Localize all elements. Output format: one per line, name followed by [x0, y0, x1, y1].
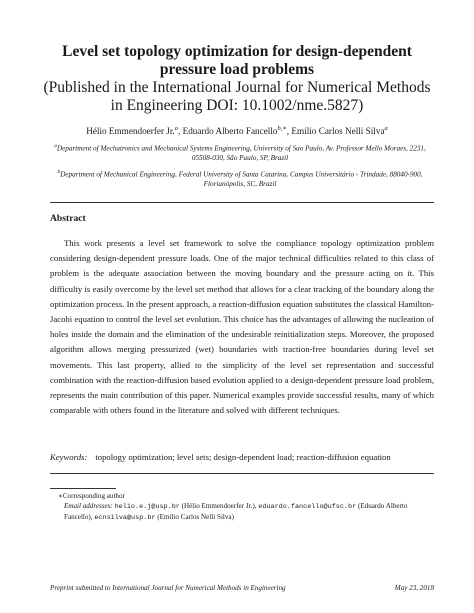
corresponding-footnote: ∗Corresponding author [58, 492, 125, 500]
email-link[interactable]: eduardo.fancello@ufsc.br [258, 503, 357, 511]
author-name: Eduardo Alberto Fancello [182, 126, 278, 137]
abstract-heading: Abstract [50, 213, 86, 224]
footnote-rule [50, 488, 116, 489]
abstract-bottom-rule [50, 473, 434, 474]
author-name: Hélio Emmendoerfer Jr. [86, 126, 175, 137]
email-footnote: Email addresses: helio.e.j@usp.br (Hélio Emmendoerfer Jr.), eduardo.fancello@ufsc.br (Eduardo Alberto Fancello), ecnsilva@usp.br (Emílio Carlos Nelli Silva) [64, 502, 408, 523]
abstract-body: This work presents a level set framework to solve the compliance topology optimization problem considering design-dependent pressure loads. One of the major technical difficulties related to this class of problem is the adequate association between the moving boundary and the pressure acting on it. This difficulty is easily overcome by the level set method that allows for a clear tracking of the boundary along the optimization process. In the present approach, a reaction-diffusion equation substitutes the classical Hamilton-Jacobi equation to control the level set evolution. This choice has the advantages of allowing the nucleation of holes inside the domain and the elimination of the undesirable reinitialization steps. Moreover, the proposed algorithm allows merging pressurized (wet) boundaries with traction-free boundaries during level set movements. This last property, allied to the simplicity of the level set representation and successful combination with the reaction-diffusion based evolution applied to a design-dependent pressure load problem, represents the main contribution of this paper. Numerical examples provide successful results, many of which comparable with others found in the literature and solved with different techniques. [50, 238, 434, 416]
keywords-label: Keywords: [50, 452, 88, 462]
footer-preprint-note: Preprint submitted to International Journal for Numerical Methods in Engineering [50, 584, 286, 592]
keywords-text: topology optimization; level sets; design-dependent load; reaction-diffusion equation [95, 452, 391, 462]
paper-title: Level set topology optimization for design-dependent pressure load problems [62, 43, 412, 78]
page-footer [50, 584, 434, 592]
author-affil-mark: a [174, 125, 178, 132]
footer-date: May 23, 2018 [394, 584, 434, 592]
affiliation-a: $^a$Department of Mechatronics and Mechanical Systems Engineering, University of Sao Paulo, Av. Professor Mello Moraes, 2231, 05508-030, São Paulo, SP, Brazil [54, 143, 426, 162]
paper-subtitle: (Published in the International Journal for Numerical Methods in Engineering DOI: 10.1002/nme.5827) [43, 79, 431, 114]
email-label: Email addresses: [64, 502, 113, 510]
author-name: Emílio Carlos Nelli Silva [291, 126, 385, 137]
affiliation-b: $^b$Department of Mechanical Engineering, Federal University of Santa Catarina, Campus Universitário - Trindade, 88040-900, Florianópolis, SC, Brazil [57, 169, 423, 188]
author-affil-mark: a [384, 125, 388, 132]
email-link[interactable]: helio.e.j@usp.br [114, 503, 180, 511]
abstract-top-rule [50, 202, 434, 203]
email-link[interactable]: ecnsilva@usp.br [94, 514, 156, 523]
keywords-line [50, 452, 434, 462]
author-affil-mark: b,∗ [277, 125, 287, 132]
author-list: Hélio Emmendoerfer Jr.$^a$, Eduardo Alberto Fancello$^{b,∗}$, Emílio Carlos Nelli Silva$^a$ [86, 125, 388, 137]
